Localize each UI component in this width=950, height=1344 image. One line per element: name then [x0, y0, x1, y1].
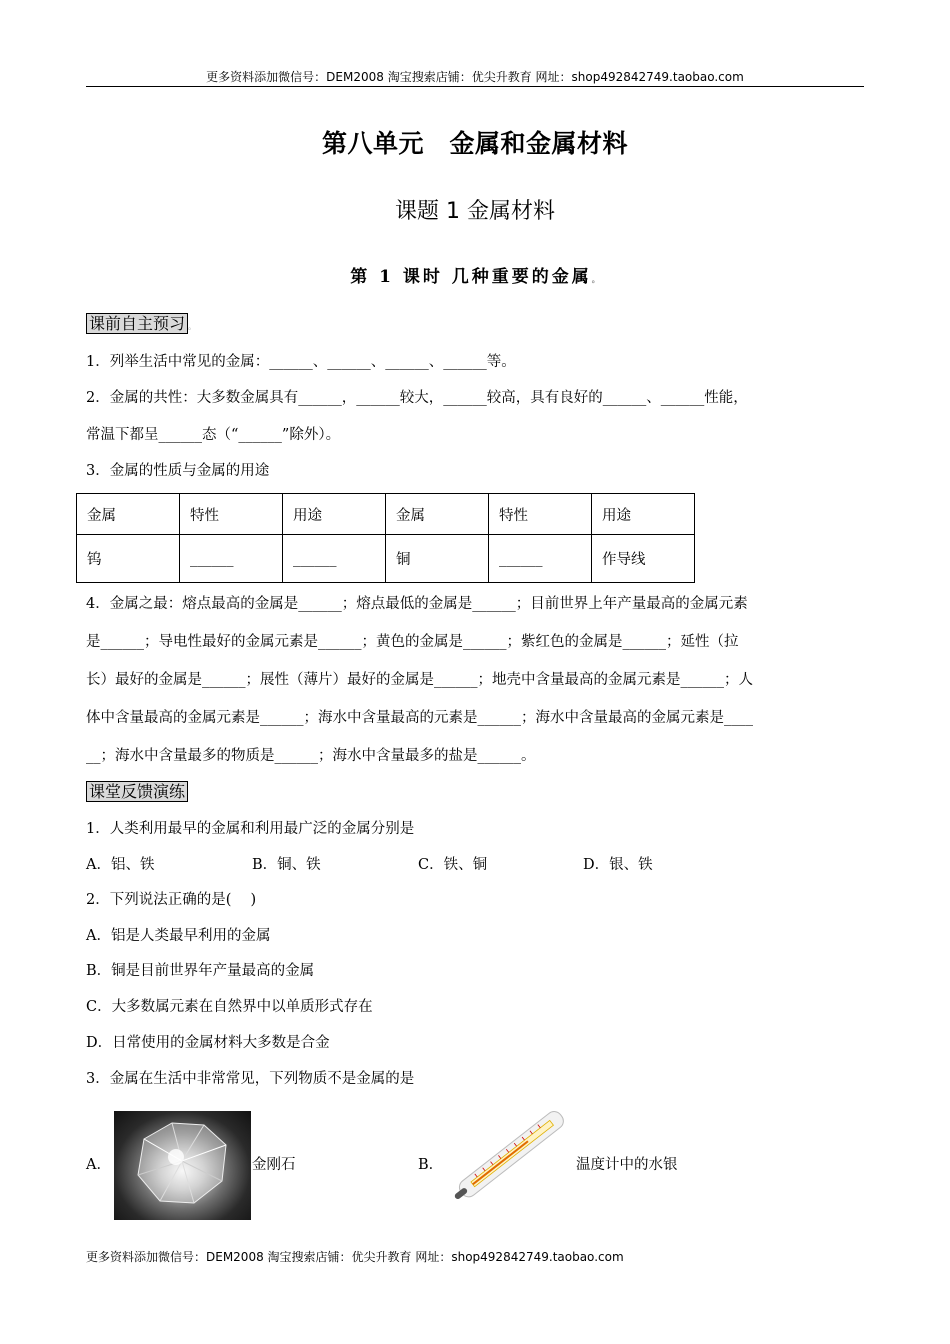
section-preview-label: 课前自主预习: [86, 313, 188, 334]
practice-q1-stem: 1．人类利用最早的金属和利用最广泛的金属分别是: [86, 821, 415, 837]
practice-q2-option-c: C．大多数属元素在自然界中以单质形式存在: [86, 999, 373, 1015]
table-header-cell: 金属: [77, 494, 180, 535]
page-footer: 更多资料添加微信号：DEM2008 淘宝搜索店铺：优尖升教育 网址：shop492842749.taobao.com: [86, 1250, 624, 1264]
header-divider: [86, 86, 864, 87]
practice-q3-option-a-letter: A．: [86, 1157, 111, 1173]
section-preview-heading: [86, 314, 196, 334]
metal-property-table: [76, 493, 695, 583]
thermometer-image: [440, 1098, 580, 1210]
table-cell: 铜: [386, 535, 489, 583]
page-header: 更多资料添加微信号：DEM2008 淘宝搜索店铺：优尖升教育 网址：shop492842749.taobao.com: [206, 70, 744, 84]
practice-q3-option-a-text: 金刚石: [252, 1157, 296, 1173]
table-header-cell: 用途: [592, 494, 695, 535]
table-header-cell: 用途: [283, 494, 386, 535]
preview-q4-line5: __；海水中含量最多的物质是______；海水中含量最多的盐是______。: [86, 748, 536, 764]
period-title-mark: 。: [591, 274, 600, 284]
thermometer-icon: [440, 1098, 580, 1210]
preview-q3: 3．金属的性质与金属的用途: [86, 463, 270, 479]
practice-q2-option-a: A．铝是人类最早利用的金属: [86, 928, 271, 944]
practice-q2-stem: 2．下列说法正确的是( ): [86, 892, 257, 908]
practice-q3-stem: 3．金属在生活中非常常见，下列物质不是金属的是: [86, 1071, 415, 1087]
period-title-text: 第 1 课时 几种重要的金属: [350, 267, 592, 287]
diamond-icon: [114, 1111, 251, 1220]
practice-q2-option-b: B．铜是目前世界年产量最高的金属: [86, 963, 315, 979]
practice-q3-option-b-letter: B．: [418, 1157, 444, 1173]
practice-q1-option-b: B．铜、铁: [252, 857, 321, 873]
preview-q2-line1: 2．金属的共性：大多数金属具有______，______较大，______较高，具有良好的______、______性能，: [86, 390, 748, 406]
table-header-cell: 特性: [489, 494, 592, 535]
table-cell: 钨: [77, 535, 180, 583]
lesson-title: 课题 1 金属材料: [395, 199, 555, 224]
preview-q1: 1．列举生活中常见的金属：______、______、______、______等。: [86, 354, 516, 370]
section-practice-heading: [86, 782, 188, 802]
practice-q1-option-d: D．银、铁: [583, 857, 653, 873]
table-cell: 作导线: [592, 535, 695, 583]
preview-q4-line2: 是______；导电性最好的金属元素是______；黄色的金属是______；紫红色的金属是______；延性（拉: [86, 634, 739, 650]
preview-q4-line1: 4．金属之最：熔点最高的金属是______；熔点最低的金属是______；目前世界上年产量最高的金属元素: [86, 596, 748, 612]
section-practice-label: 课堂反馈演练: [86, 781, 188, 802]
unit-title: 第八单元 金属和金属材料: [321, 129, 628, 158]
preview-q4-line4: 体中含量最高的金属元素是______；海水中含量最高的元素是______；海水中含量最高的金属元素是____: [86, 710, 753, 726]
table-row: [77, 535, 695, 583]
practice-q1-option-c: C．铁、铜: [418, 857, 488, 873]
practice-q2-option-d: D．日常使用的金属材料大多数是合金: [86, 1035, 330, 1051]
practice-q1-option-a: A．铝、铁: [86, 857, 155, 873]
table-cell: ______: [489, 535, 592, 583]
table-cell: ______: [180, 535, 283, 583]
section-preview-mark: 。: [188, 322, 197, 331]
practice-q3-option-b-text: 温度计中的水银: [576, 1157, 678, 1173]
table-header-cell: 金属: [386, 494, 489, 535]
preview-q4-line3: 长）最好的金属是______；展性（薄片）最好的金属是______；地壳中含量最高的金属元素是______；人: [86, 672, 753, 688]
period-title: [0, 262, 950, 287]
diamond-image: [114, 1111, 251, 1220]
table-header-row: [77, 494, 695, 535]
preview-q2-line2: 常温下都呈______态（“______”除外）。: [86, 427, 341, 443]
table-cell: ______: [283, 535, 386, 583]
table-header-cell: 特性: [180, 494, 283, 535]
